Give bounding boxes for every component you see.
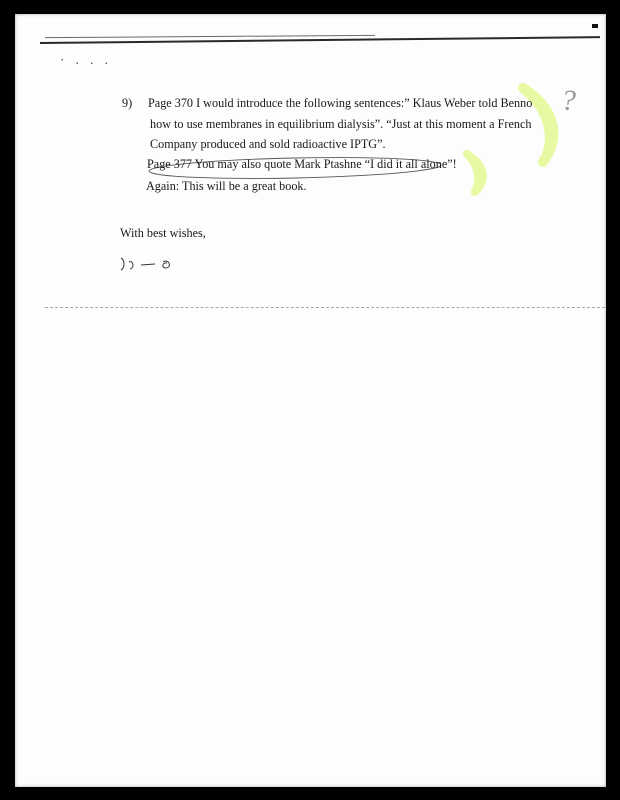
stray-dots: · . . . (60, 52, 112, 67)
corner-mark (592, 24, 598, 28)
fold-line (45, 307, 605, 308)
letter-page (15, 14, 606, 787)
handwritten-signature (117, 252, 187, 274)
header-rule-faint (45, 35, 375, 38)
item-number: 9) (122, 96, 133, 110)
question-mark: ? (561, 84, 576, 117)
letter-line-5: Again: This will be a great book. (146, 179, 307, 193)
letter-line-2: how to use membranes in equilibrium dialysis”. “Just at this moment a French (150, 117, 532, 131)
letter-line-3: Company produced and sold radioactive IPTG”. (150, 137, 386, 151)
closing-line: With best wishes, (120, 226, 206, 240)
highlighter-mark-lower (461, 150, 511, 200)
letter-line-1: Page 370 I would introduce the following sentences:” Klaus Weber told Benno (148, 96, 533, 110)
letter-line-4: Page 377 You may also quote Mark Ptashne “I did it all alone”! (147, 157, 457, 171)
